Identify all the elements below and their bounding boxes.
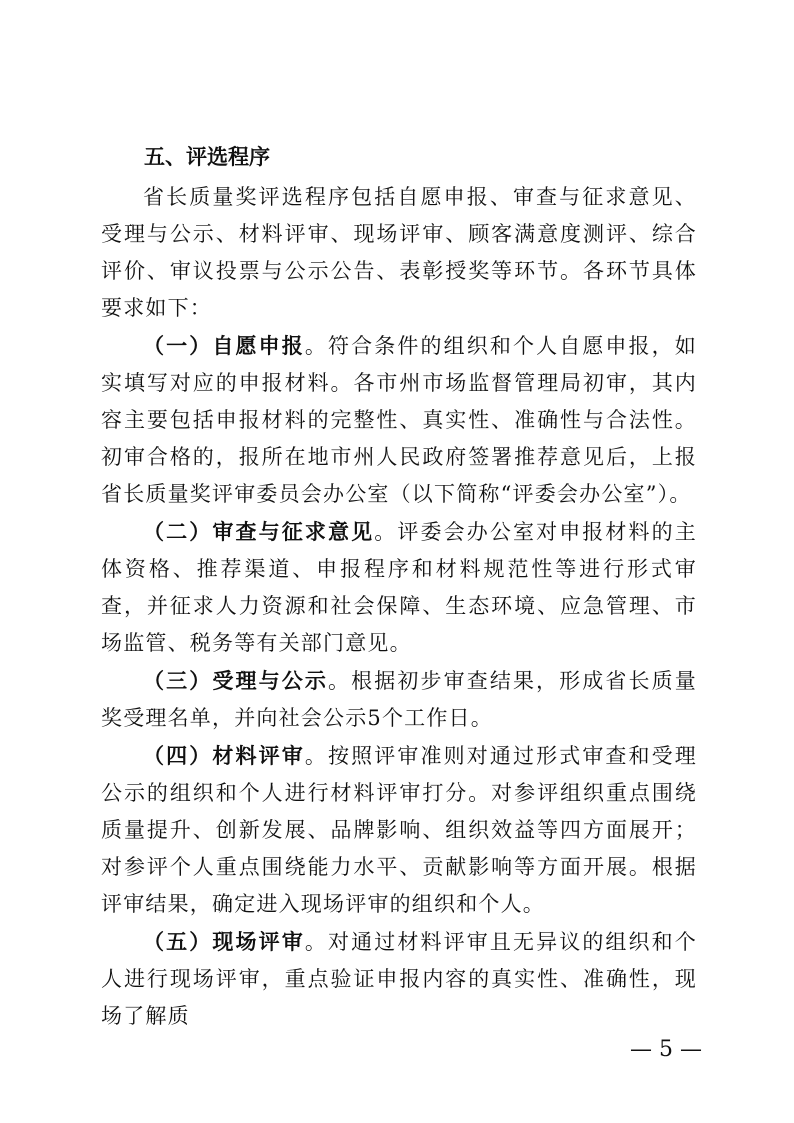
paragraph-material-review	[101, 738, 697, 923]
paragraph-lead: （五）现场评审	[143, 930, 305, 954]
paragraph-lead: （四）材料评审	[143, 744, 305, 768]
page-number: — 5 —	[630, 1037, 702, 1062]
paragraph-text: 。符合条件的组织和个人自愿申报，如实填写对应的申报材料。各市州市场监督管理局初审，其内容主要包括申报材料的完整性、真实性、准确性与合法性。初审合格的，报所在地市州人民政府签署推荐意见后，上报省长质量奖评审委员会办公室（以下简称“评委会办公室”）。	[101, 334, 697, 506]
paragraph-text: 。评委会办公室对申报材料的主体资格、推荐渠道、申报程序和材料规范性等进行形式审查，并征求人力资源和社会保障、生态环境、应急管理、市场监管、税务等有关部门意见。	[101, 520, 697, 655]
paragraph-lead: （二）审查与征求意见	[143, 520, 375, 544]
paragraph-text: 省长质量奖评选程序包括自愿申报、审查与征求意见、受理与公示、材料评审、现场评审、顾客满意度测评、综合评价、审议投票与公示公告、表彰授奖等环节。各环节具体要求如下：	[101, 185, 697, 320]
paragraph-lead: （三）受理与公示	[143, 669, 328, 693]
paragraph-text: 。对通过材料评审且无异议的组织和个人进行现场评审，重点验证申报内容的真实性、准确性，现场了解质	[101, 930, 697, 1028]
paragraph-intro	[101, 179, 697, 327]
paragraph-lead: （一）自愿申报	[143, 334, 305, 358]
paragraph-text: 。按照评审准则对通过形式审查和受理公示的组织和个人进行材料评审打分。对参评组织重点围绕质量提升、创新发展、品牌影响、组织效益等四方面展开；对参评个人重点围绕能力水平、贡献影响等方面开展。根据评审结果，确定进入现场评审的组织和个人。	[101, 744, 697, 916]
paragraph-on-site-review	[101, 924, 697, 1035]
document-body	[101, 179, 697, 1035]
paragraph-text: 。根据初步审查结果，形成省长质量奖受理名单，并向社会公示5个工作日。	[101, 669, 697, 730]
paragraph-voluntary-application	[101, 328, 697, 513]
section-heading: 五、评选程序	[144, 145, 270, 169]
paragraph-acceptance-and-publicity	[101, 663, 697, 737]
paragraph-review-and-consultation	[101, 514, 697, 662]
